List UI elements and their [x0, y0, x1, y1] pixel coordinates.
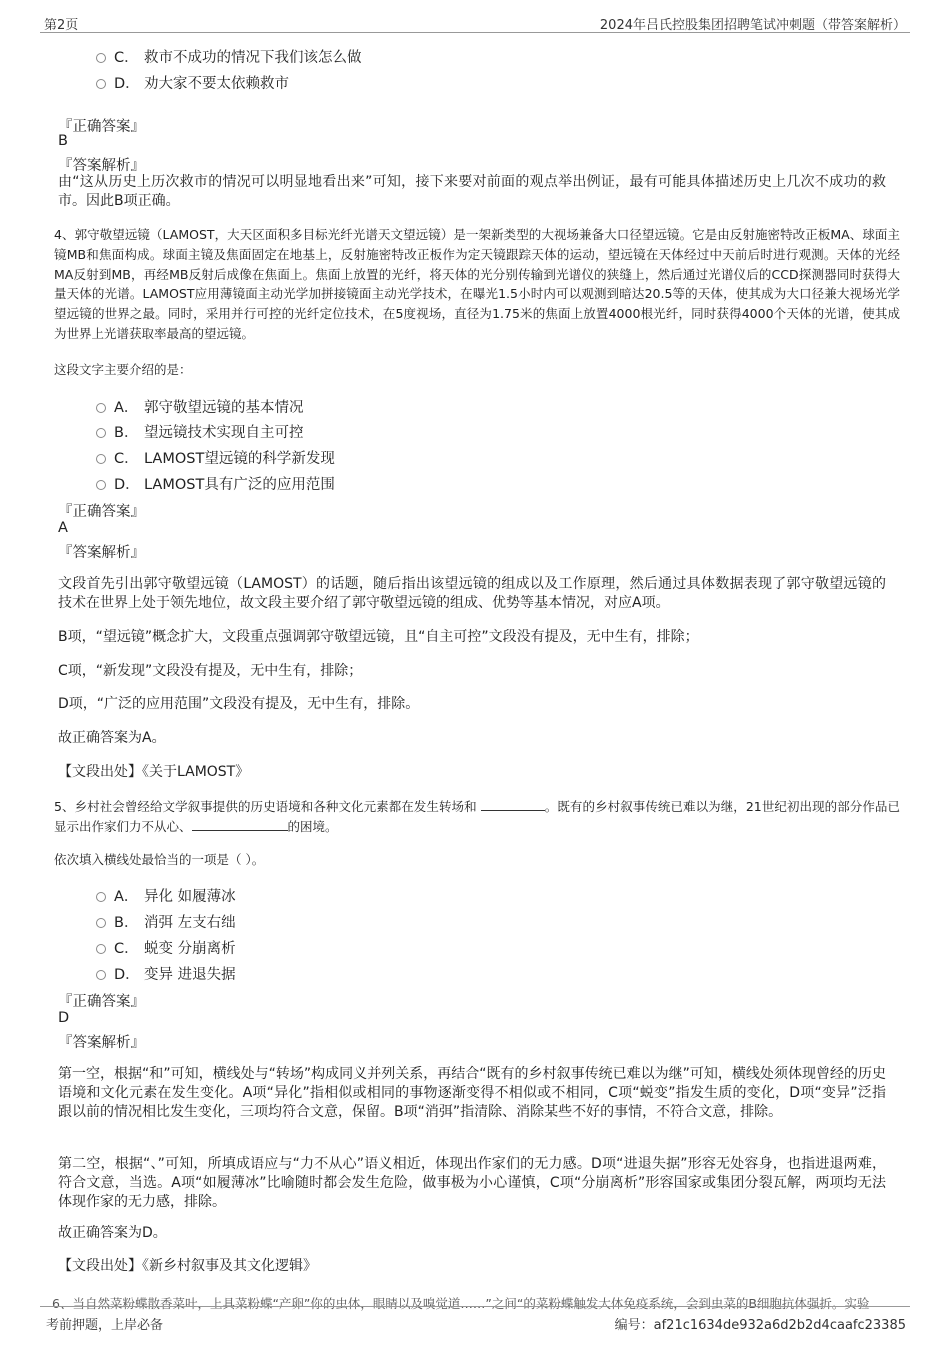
answer-value: D — [58, 1010, 70, 1026]
question-stem: 5、乡村社会曾经给文学叙事提供的历史语境和各种文化元素都在发生转场和 。既有的乡村叙事传统已难以为继，21世纪初出现的部分作品已显示出作家们力不从心、 的困境。 — [54, 799, 900, 834]
option-a[interactable]: A． 异化 如履薄冰 — [96, 884, 236, 906]
radio-icon[interactable] — [96, 403, 106, 413]
source-citation: 【文段出处】《关于LAMOST》 — [58, 764, 250, 780]
document-id: 编号：af21c1634de932a6d2b2d4caafc23385 — [614, 1318, 906, 1333]
page-footer — [40, 1306, 910, 1335]
analysis-label: 『答案解析』 — [58, 1035, 145, 1051]
radio-icon[interactable] — [96, 970, 106, 980]
page-header — [40, 14, 910, 33]
option-b[interactable]: B． 消弭 左支右绌 — [96, 910, 236, 932]
answer-label: 『正确答案』 — [58, 119, 145, 135]
option-c[interactable]: C． LAMOST望远镜的科学新发现 — [96, 446, 335, 468]
radio-icon[interactable] — [96, 454, 106, 464]
question-prompt: 这段文字主要介绍的是： — [54, 362, 192, 377]
radio-icon[interactable] — [96, 428, 106, 438]
analysis-paragraph: 故正确答案为A。 — [58, 730, 166, 746]
analysis-paragraph: 文段首先引出郭守敬望远镜（LAMOST）的话题，随后指出该望远镜的组成以及工作原理，然后通过具体数据表现了郭守敬望远镜的技术在世界上处于领先地位，故文段主要介绍了郭守敬望远镜的组成、优势等基本情况，对应A项。 — [58, 576, 886, 611]
document-title: 2024年吕氏控股集团招聘笔试冲刺题（带答案解析） — [599, 18, 906, 33]
analysis-label: 『答案解析』 — [58, 545, 145, 561]
source-citation: 【文段出处】《新乡村叙事及其文化逻辑》 — [58, 1258, 317, 1274]
analysis-paragraph: 第一空，根据“和”可知，横线处与“转场”构成同义并列关系，再结合“既有的乡村叙事传统已难以为继”可知，横线处须体现曾经的历史语境和文化元素在发生变化。A项“异化”指相似或相同的事物逐渐变得不相似或不相同，C项“蜕变”指发生质的变化，D项“变异”泛指跟以前的情况相比发生变化，三项均符合文意，保留。B项“消弭”指清除、消除某些不好的事情，不符合文意，排除。 — [58, 1066, 886, 1120]
analysis-text: 由“这从历史上历次救市的情况可以明显地看出来”可知，接下来要对前面的观点举出例证，最有可能具体描述历史上几次不成功的救市。因此B项正确。 — [58, 174, 886, 209]
option-c[interactable]: C． 救市不成功的情况下我们该怎么做 — [96, 45, 362, 67]
analysis-paragraph: 故正确答案为D。 — [58, 1225, 167, 1241]
radio-icon[interactable] — [96, 892, 106, 902]
radio-icon[interactable] — [96, 944, 106, 954]
analysis-paragraph: B项，“望远镜”概念扩大，文段重点强调郭守敬望远镜，且“自主可控”文段没有提及，无中生有，排除； — [58, 629, 699, 645]
question-stem: 4、郭守敬望远镜（LAMOST，大天区面积多目标光纤光谱天文望远镜）是一架新类型的大视场兼备大口径望远镜。它是由反射施密特改正板MA、球面主镜MB和焦面构成。球面主镜及焦面固定在地基上，反射施密特改正板作为定天镜跟踪天体的运动，望远镜在天体经过中天前后时进行观测。天体的光经MA反射到MB，再经MB反射后成像在焦面上。焦面上放置的光纤，将天体的光分别传输到光谱仪的狭缝上，然后通过光谱仪后的CCD探测器同时获得大量天体的光谱。LAMOST应用薄镜面主动光学加拼接镜面主动光学技术，在曝光1.5小时内可以观测到暗达20.5等的天体，使其成为大口径兼大视场光学望远镜的世界之最。同时，采用并行可控的光纤定位技术，在5度视场，直径为1.75米的焦面上放置4000根光纤，同时获得4000个天体的光谱，使其成为世界上光谱获取率最高的望远镜。 — [54, 227, 900, 341]
footer-slogan: 考前押题，上岸必备 — [46, 1318, 164, 1333]
option-c[interactable]: C． 蜕变 分崩离析 — [96, 936, 236, 958]
analysis-paragraph: C项，“新发现”文段没有提及，无中生有，排除； — [58, 663, 363, 679]
option-a[interactable]: A． 郭守敬望远镜的基本情况 — [96, 395, 304, 417]
radio-icon[interactable] — [96, 53, 106, 63]
analysis-paragraph: 第二空，根据“、”可知，所填成语应与“力不从心”语义相近，体现出作家们的无力感。D项“进退失据”形容无处容身，也指进退两难，符合文意，当选。A项“如履薄冰”比喻随时都会发生危险，做事极为小心谨慎，C项“分崩离析”形容国家或集团分裂瓦解，两项均无法体现作家的无力感，排除。 — [58, 1156, 886, 1210]
analysis-label: 『答案解析』 — [58, 158, 145, 174]
next-question-cutoff: 6、当自然菜粉蝶散香菜叶，上具菜粉蝶“产卵”你的虫体，眼睛以及嗅觉道……”之间“的菜粉蝶触发大体免疫系统，会到虫菜的B细胞抗体强折。实验 — [52, 1296, 870, 1311]
fill-blank — [192, 818, 288, 831]
radio-icon[interactable] — [96, 79, 106, 89]
answer-label: 『正确答案』 — [58, 994, 145, 1010]
answer-value: B — [58, 133, 68, 149]
option-b[interactable]: B． 望远镜技术实现自主可控 — [96, 420, 304, 442]
radio-icon[interactable] — [96, 480, 106, 490]
answer-value: A — [58, 520, 68, 536]
fill-blank — [481, 798, 545, 811]
answer-label: 『正确答案』 — [58, 504, 145, 520]
option-d[interactable]: D． 变异 进退失据 — [96, 962, 236, 984]
analysis-paragraph: D项，“广泛的应用范围”文段没有提及，无中生有，排除。 — [58, 696, 420, 712]
radio-icon[interactable] — [96, 918, 106, 928]
option-d[interactable]: D． LAMOST具有广泛的应用范围 — [96, 472, 335, 494]
option-d[interactable]: D． 劝大家不要太依赖救市 — [96, 71, 289, 93]
question-prompt: 依次填入横线处最恰当的一项是（ ）。 — [54, 852, 265, 867]
page-number: 第2页 — [44, 18, 79, 33]
